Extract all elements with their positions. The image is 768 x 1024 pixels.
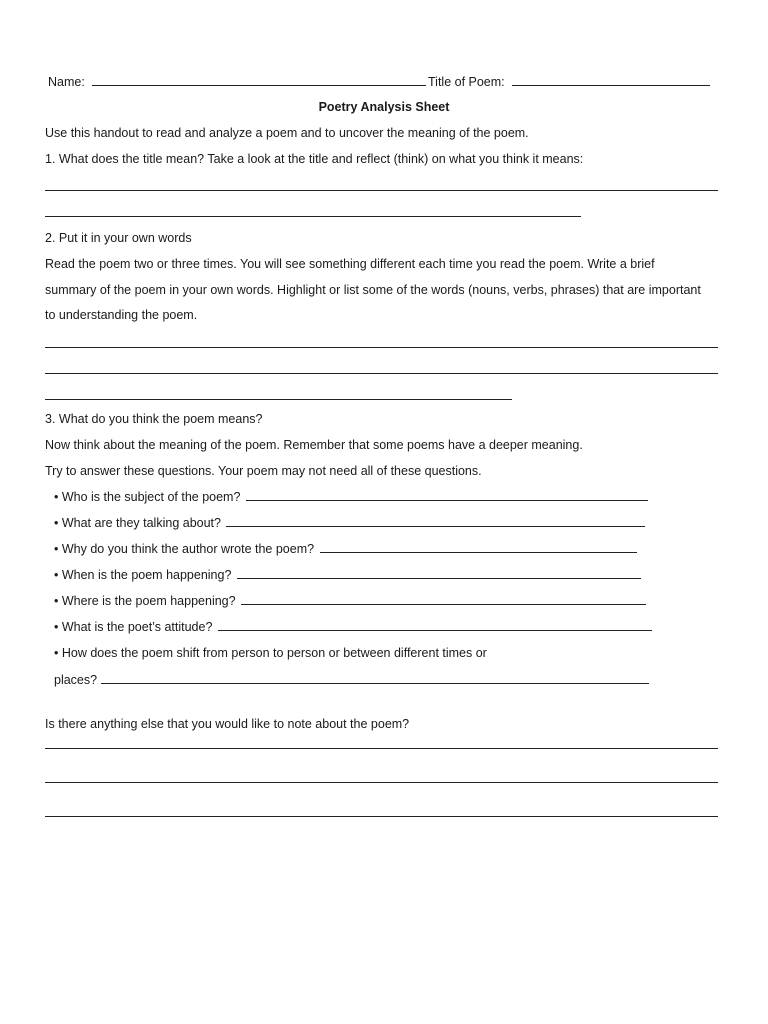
question-2-heading: 2. Put it in your own words [45,231,192,245]
bullet-shift-field[interactable] [101,672,649,684]
poem-title-field[interactable] [512,74,710,86]
question-2-text-line-3: to understanding the poem. [45,308,198,322]
q4-answer-line-3[interactable] [45,816,718,817]
name-row [48,74,426,90]
bullet-talking-about-field[interactable] [226,515,645,527]
intro-text: Use this handout to read and analyze a poem and to uncover the meaning of the poem. [45,126,529,140]
question-1-prompt: 1. What does the title mean? Take a look at the title and reflect (think) on what you think it means: [45,152,584,166]
bullet-when-label: • When is the poem happening? [54,568,232,582]
name-label: Name: [48,75,85,89]
bullet-attitude-label: • What is the poet’s attitude? [54,620,213,634]
bullet-subject [54,489,648,505]
q1-answer-line-1[interactable] [45,190,718,191]
bullet-why-author-field[interactable] [320,541,637,553]
bullet-subject-label: • Who is the subject of the poem? [54,490,241,504]
bullet-shift: • How does the poem shift from person to person or between different times or [54,646,487,660]
bullet-talking-about-label: • What are they talking about? [54,516,221,530]
question-3-heading: 3. What do you think the poem means? [45,412,263,426]
bullet-attitude-field[interactable] [218,619,652,631]
question-3-text-line-1: Now think about the meaning of the poem. Remember that some poems have a deeper meaning. [45,438,583,452]
bullet-talking-about [54,515,645,531]
bullet-where-field[interactable] [241,593,646,605]
sheet-title: Poetry Analysis Sheet [318,100,450,114]
bullet-shift-continuation-label: places? [54,673,98,687]
q2-answer-line-1[interactable] [45,347,718,348]
bullet-subject-field[interactable] [246,489,648,501]
q2-answer-line-3[interactable] [45,399,512,400]
q4-answer-line-2[interactable] [45,782,718,783]
bullet-where-label: • Where is the poem happening? [54,594,236,608]
question-2-text-line-2: summary of the poem in your own words. Highlight or list some of the words (nouns, verbs, phrases) that are important [45,283,701,297]
q1-answer-line-2[interactable] [45,216,581,217]
q4-answer-line-1[interactable] [45,748,718,749]
poem-title-row [428,74,710,90]
bullet-when [54,567,641,583]
bullet-when-field[interactable] [237,567,641,579]
bullet-where [54,593,646,609]
bullet-attitude [54,619,652,635]
poem-title-label: Title of Poem: [428,75,505,89]
q2-answer-line-2[interactable] [45,373,718,374]
bullet-why-author [54,541,637,557]
question-2-text-line-1: Read the poem two or three times. You will see something different each time you read the poem. Write a brief [45,257,655,271]
question-3-text-line-2: Try to answer these questions. Your poem may not need all of these questions. [45,464,482,478]
bullet-shift-continuation [54,672,649,688]
bullet-why-author-label: • Why do you think the author wrote the poem? [54,542,315,556]
name-field[interactable] [92,74,426,86]
question-4-prompt: Is there anything else that you would like to note about the poem? [45,717,410,731]
